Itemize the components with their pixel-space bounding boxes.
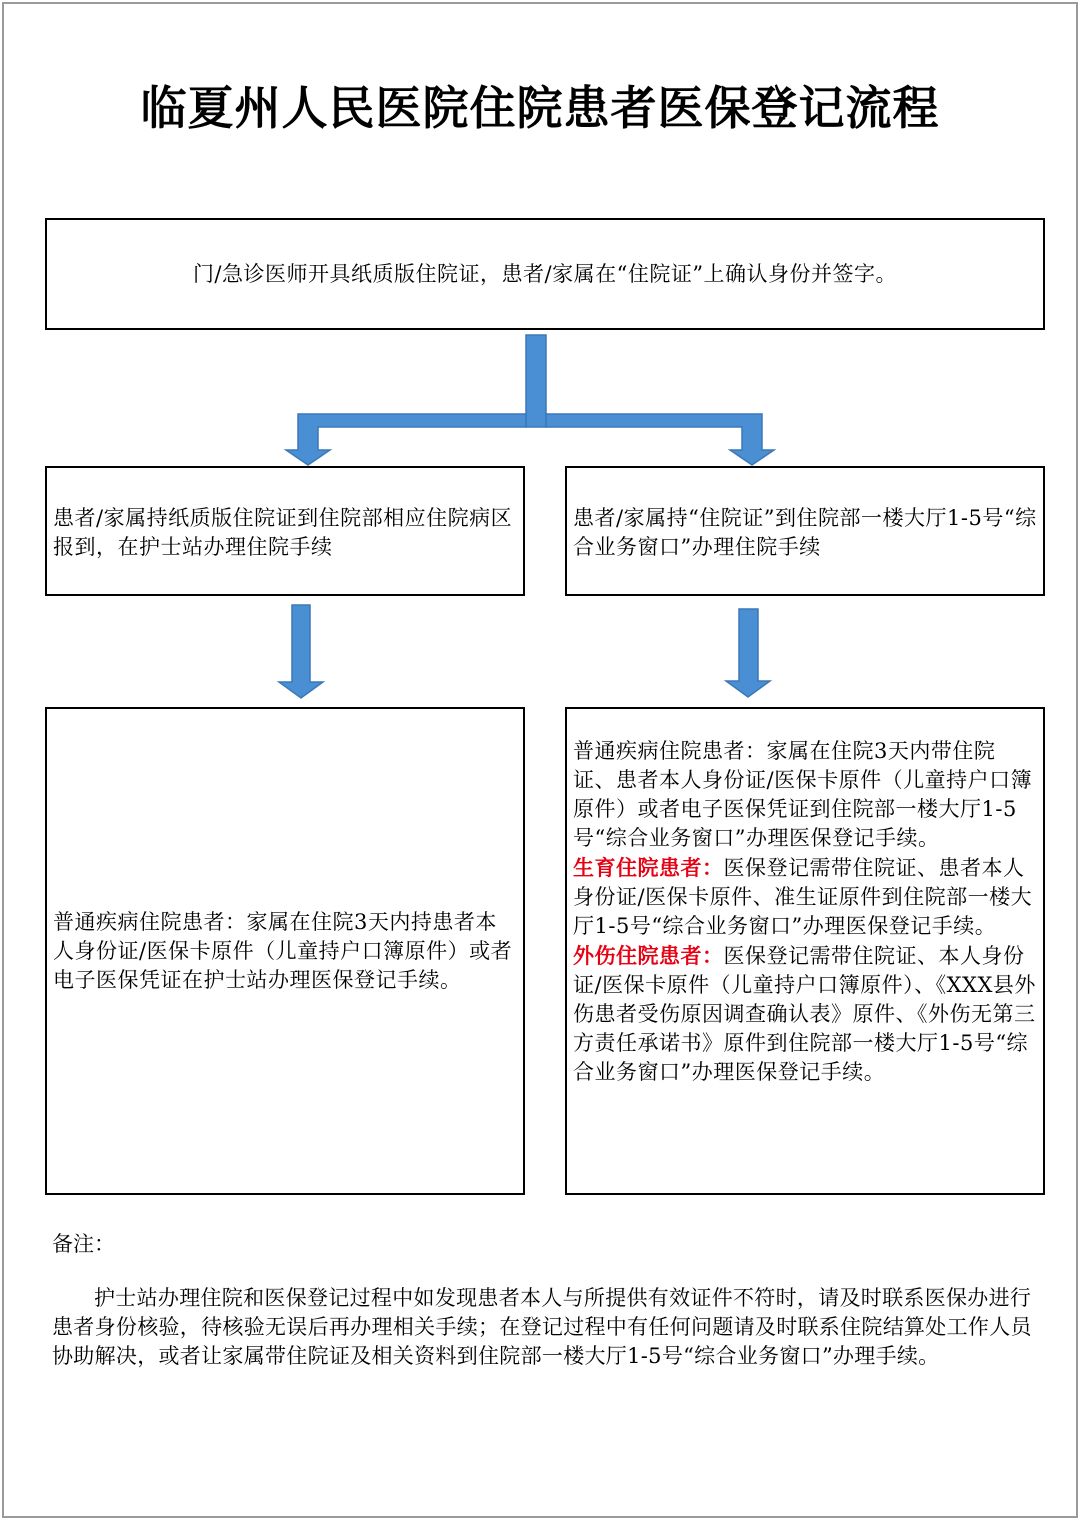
- step-window-registration: [565, 466, 1045, 596]
- general-patients-text: 普通疾病住院患者：家属在住院3天内带住院证、患者本人身份证/医保卡原件（儿童持户口簿原件）或者电子医保凭证到住院部一楼大厅1-5号“综合业务窗口”办理医保登记手续。: [573, 739, 1033, 850]
- maternity-label: 生育住院患者：: [573, 855, 724, 880]
- step-window-insurance-text: [573, 737, 1037, 1087]
- arrow-branch-left: [286, 414, 526, 465]
- maternity-text: 医保登记需带住院证、患者本人身份证/医保卡原件、准生证原件到住院部一楼大厅1-5号“综合业务窗口”办理医保登记手续。: [573, 856, 1033, 938]
- page-title: 临夏州人民医院住院患者医保登记流程: [140, 81, 940, 135]
- arrow-down-left: [279, 605, 323, 698]
- step-ward-insurance-text: 普通疾病住院患者：家属在住院3天内持患者本人身份证/医保卡原件（儿童持户口簿原件）或者电子医保凭证在护士站办理医保登记手续。: [53, 909, 513, 992]
- arrow-stem: [526, 335, 546, 427]
- note-text: 护士站办理住院和医保登记过程中如发现患者本人与所提供有效证件不符时，请及时联系医保办进行患者身份核验，待核验无误后再办理相关手续；在登记过程中有任何问题请及时联系住院结算处工作人员协助解决，或者让家属带住院证及相关资料到住院部一楼大厅1-5号“综合业务窗口”办理手续。: [52, 1286, 1032, 1368]
- arrow-down-right: [726, 609, 770, 697]
- injury-label: 外伤住院患者：: [573, 943, 724, 968]
- step-window-insurance: [565, 707, 1045, 1195]
- step-ward-insurance: [45, 707, 525, 1195]
- step-ward-registration: [45, 466, 525, 596]
- step-issue-admission-card-text: 门/急诊医师开具纸质版住院证，患者/家属在“住院证”上确认身份并签字。: [192, 261, 898, 286]
- arrow-branch-right: [546, 414, 774, 465]
- step-window-registration-text: 患者/家属持“住院证”到住院部一楼大厅1-5号“综合业务窗口”办理住院手续: [573, 506, 1037, 559]
- injury-text: 医保登记需带住院证、本人身份证/医保卡原件（儿童持户口簿原件）、《XXX县外伤患者受伤原因调查确认表》原件、《外伤无第三方责任承诺书》原件到住院部一楼大厅1-5号“综合业务窗口”办理医保登记手续。: [573, 944, 1036, 1084]
- step-ward-registration-text: 患者/家属持纸质版住院证到住院部相应住院病区报到，在护士站办理住院手续: [53, 506, 513, 559]
- note-label: 备注：: [52, 1232, 115, 1256]
